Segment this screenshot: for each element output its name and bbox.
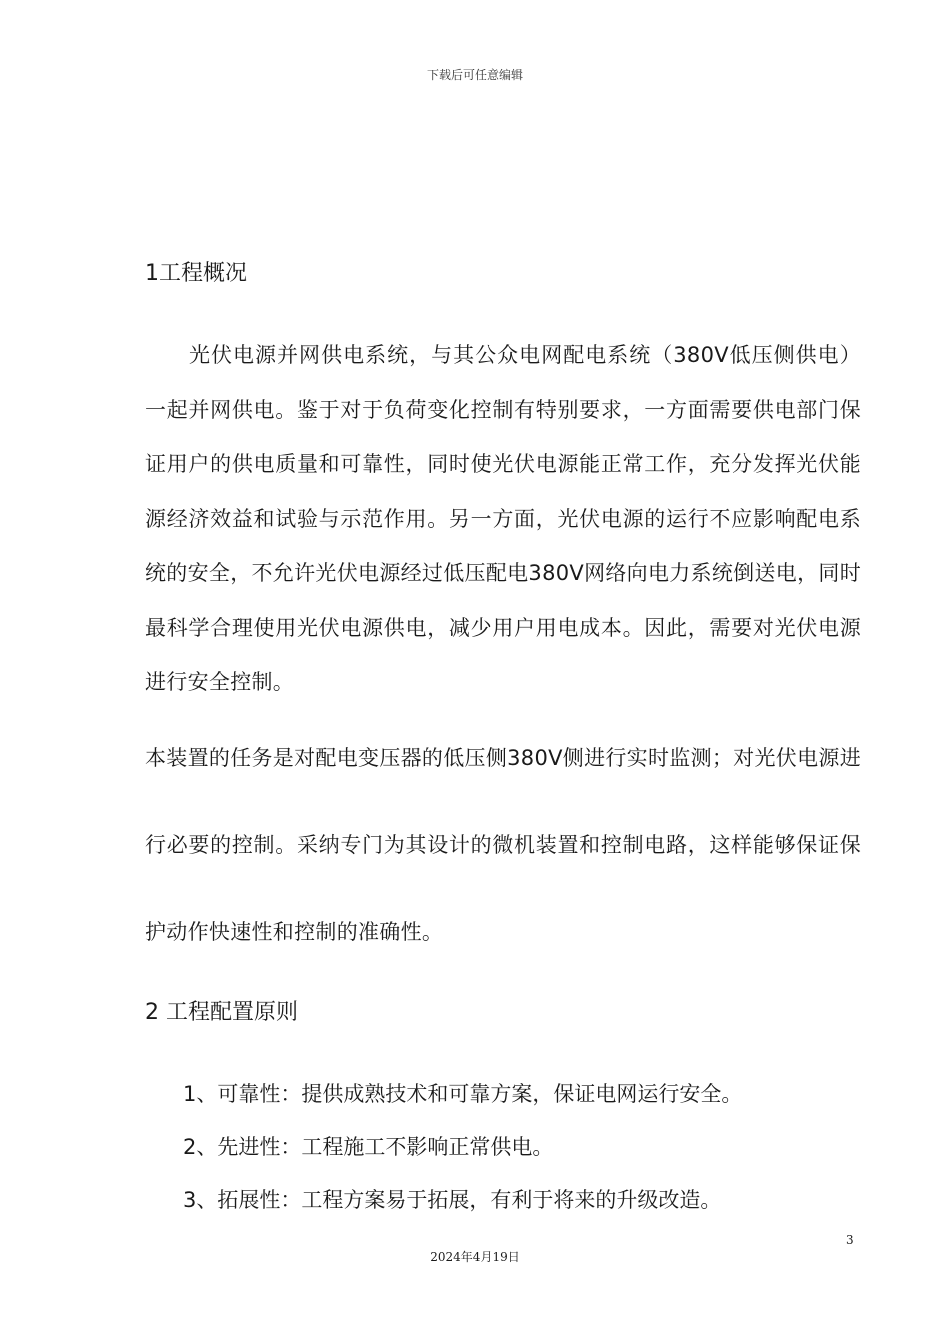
list-item: 1、可靠性：提供成熟技术和可靠方案，保证电网运行安全。 bbox=[183, 1082, 743, 1106]
overview-paragraph: 光伏电源并网供电系统，与其公众电网配电系统（380V低压侧供电）一起并网供电。鉴于对于负荷变化控制有特别要求，一方面需要供电部门保证用户的供电质量和可靠性，同时使光伏电源能正常工作，充分发挥光伏能源经济效益和试验与示范作用。另一方面，光伏电源的运行不应影响配电系统的安全，不允许光伏电源经过低压配电380V网络向电力系统倒送电，同时最科学合理使用光伏电源供电，减少用户用电成本。因此，需要对光伏电源进行安全控制。 bbox=[145, 343, 861, 694]
principles-list bbox=[183, 1068, 742, 1227]
device-task-paragraph: 本装置的任务是对配电变压器的低压侧380V侧进行实时监测；对光伏电源进行必要的控制。采纳专门为其设计的微机装置和控制电路，这样能够保证保护动作快速性和控制的准确性。 bbox=[145, 746, 861, 944]
footer-date: 2024年4月19日 bbox=[430, 1250, 520, 1264]
header-note: 下载后可任意编辑 bbox=[426, 68, 523, 82]
list-item: 3、拓展性：工程方案易于拓展，有利于将来的升级改造。 bbox=[183, 1188, 722, 1212]
page-number: 3 bbox=[846, 1233, 854, 1247]
section-heading-principles: 2 工程配置原则 bbox=[145, 1000, 298, 1025]
section-heading-overview: 1工程概况 bbox=[145, 261, 247, 286]
list-item: 2、先进性：工程施工不影响正常供电。 bbox=[183, 1135, 554, 1159]
